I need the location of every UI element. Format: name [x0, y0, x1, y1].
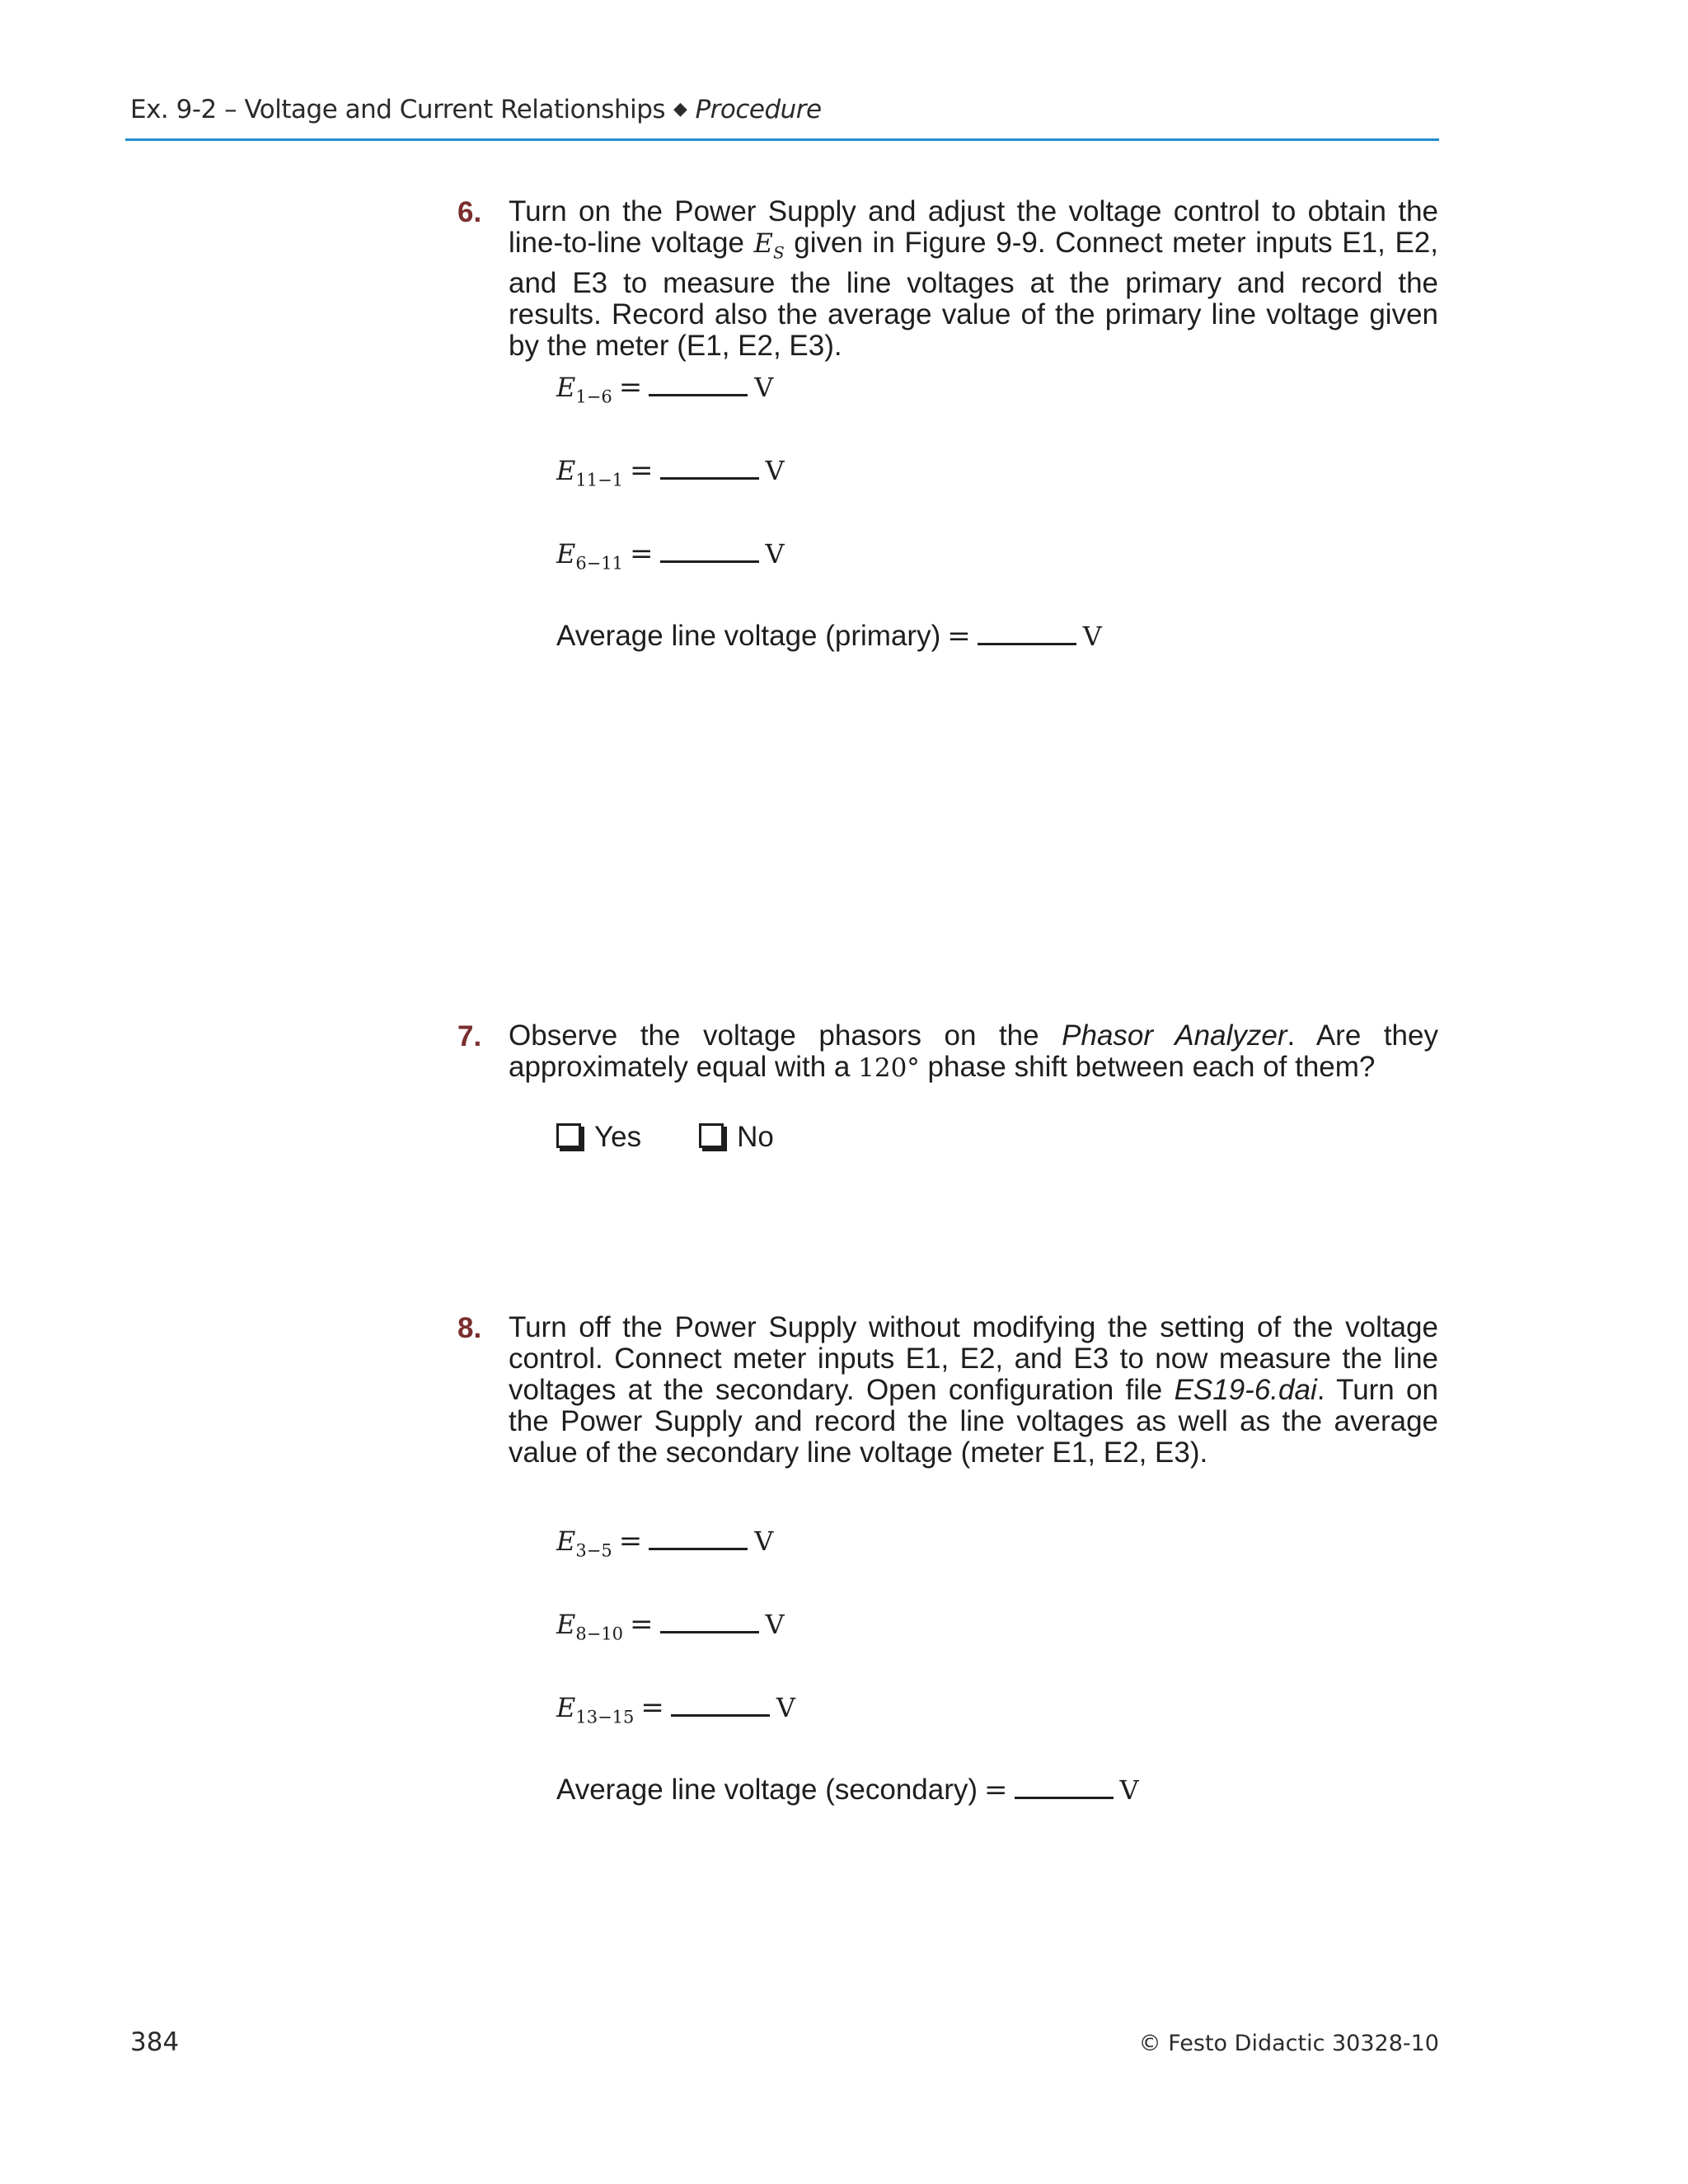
equation-e8-10: $E_{8-10} = V$ [556, 1608, 785, 1644]
equation-e11-1: $E_{11-1} = V$ [556, 454, 785, 490]
exercise-title: Ex. 9-2 – Voltage and Current Relationships [130, 95, 666, 124]
answer-blank[interactable] [671, 1690, 770, 1717]
header-rule [125, 138, 1439, 141]
answer-blank[interactable] [1015, 1772, 1114, 1799]
step-text: Observe the voltage phasors on the Phasor Analyzer. Are they approximately equal with a 120° phase shift between each of them? [509, 1019, 1438, 1083]
answer-blank[interactable] [649, 1523, 748, 1550]
equation-e13-15: $E_{13-15} = V$ [556, 1691, 796, 1727]
step-text: Turn off the Power Supply without modifying the setting of the voltage control. Connect meter inputs E1, E2, and E3 to now measure the line voltages at the secondary. Open configuration file ES19-6.dai. Turn on the Power Supply and record the line voltages as well as the average value of the secondary line voltage (meter E1, E2, E3). [509, 1311, 1438, 1469]
checkbox-icon[interactable] [699, 1123, 724, 1148]
step-number: 7. [457, 1020, 482, 1052]
math-es: $E_S$ [753, 227, 785, 263]
page-number: 384 [130, 2027, 180, 2057]
step-number: 8. [457, 1312, 482, 1344]
option-yes[interactable]: Yes [556, 1121, 641, 1154]
answer-blank[interactable] [660, 536, 759, 563]
section-title: Procedure [695, 95, 822, 124]
answer-blank[interactable] [660, 452, 759, 480]
copyright: © Festo Didactic 30328-10 [1138, 2031, 1439, 2056]
step-text: Turn on the Power Supply and adjust the voltage control to obtain the line-to-line voltage $E_S$ given in Figure 9-9. Connect meter inputs E1, E2, and E3 to measure the line voltages at the primary and record the results. Record also the average value of the primary line voltage given by the meter (E1, E2, E3). [509, 195, 1438, 363]
option-no[interactable]: No [699, 1121, 774, 1154]
answer-blank[interactable] [649, 369, 748, 396]
step-number: 6. [457, 196, 482, 228]
equation-e6-11: $E_{6-11} = V$ [556, 537, 785, 574]
checkbox-icon[interactable] [556, 1123, 581, 1148]
answer-blank[interactable] [660, 1606, 759, 1633]
average-primary: Average line voltage (primary) = V [556, 620, 1102, 653]
equation-e3-5: $E_{3-5} = V$ [556, 1525, 774, 1561]
diamond-separator-icon: ◆ [673, 99, 687, 120]
yes-no-options [556, 1121, 832, 1154]
answer-blank[interactable] [978, 618, 1076, 645]
page-header [130, 95, 1441, 124]
equation-e1-6: $E_{1-6} = V$ [556, 371, 774, 407]
average-secondary: Average line voltage (secondary) = V [556, 1774, 1139, 1807]
